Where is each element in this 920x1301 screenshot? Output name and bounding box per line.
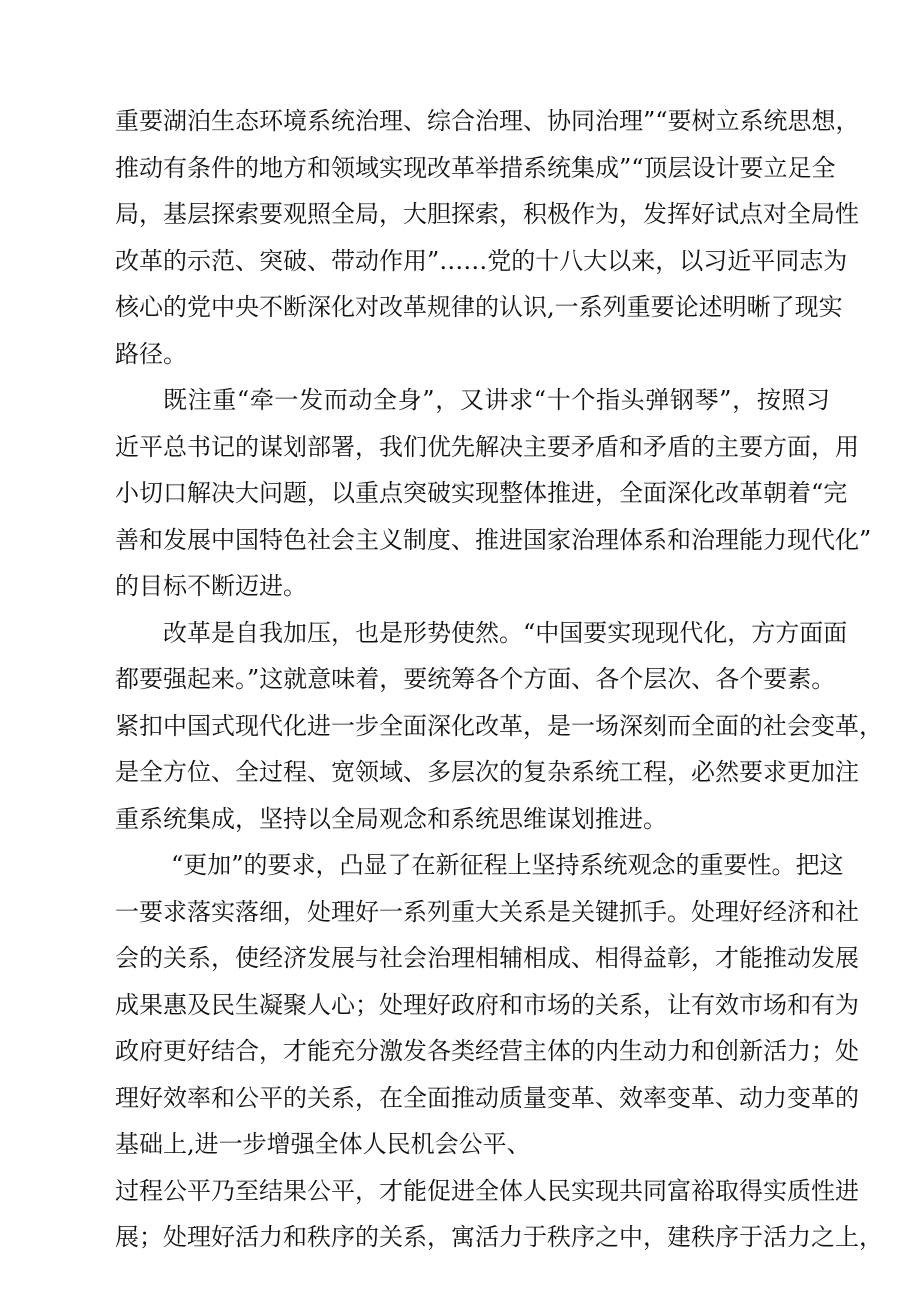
paragraph-line: 既注重“牵一发而动全身”，又讲求“十个指头弹钢琴”，按照习 [163,386,830,414]
paragraph-line: 改革的示范、突破、带动作用”……党的十八大以来，以习近平同志为 [115,246,848,275]
paragraph-line: 改革是自我加压，也是形势使然。“中国要实现现代化，方方面面 [163,618,848,647]
paragraph-line: “更加”的要求，凸显了在新征程上坚持系统观念的重要性。把这 [171,851,844,879]
paragraph-line: 重系统集成，坚持以全局观念和系统思维谋划推进。 [115,804,667,833]
paragraph-line: 重要湖泊生态环境系统治理、综合治理、协同治理”“要树立系统思想， [115,107,860,135]
paragraph-line: 紧扣中国式现代化进一步全面深化改革，是一场深刻而全面的社会变革， [115,711,883,740]
paragraph-line: 过程公平乃至结果公平，才能促进全体人民实现共同富裕取得实质性进 [115,1176,859,1205]
paragraph-line: 政府更好结合，才能充分激发各类经营主体的内生动力和创新活力；处 [115,1037,859,1065]
paragraph-line: 的目标不断迈进。 [115,572,307,600]
paragraph-line: 成果惠及民生凝聚人心；处理好政府和市场的关系，让有效市场和有为 [115,990,859,1019]
paragraph-line: 小切口解决大问题，以重点突破实现整体推进，全面深化改革朝着“完 [115,479,848,507]
paragraph-line: 基础上,进一步增强全体人民机会公平、 [115,1130,531,1158]
paragraph-line: 善和发展中国特色社会主义制度、推进国家治理体系和治理能力现代化” [115,525,872,554]
document-body [115,98,883,1261]
paragraph [115,377,872,610]
paragraph-line: 核心的党中央不断深化对改革规律的认识,一系列重要论述明晰了现实 [115,293,843,321]
paragraph-line: 近平总书记的谋划部署，我们优先解决主要矛盾和矛盾的主要方面，用 [115,432,859,461]
paragraph-line: 局，基层探索要观照全局，大胆探索，积极作为，发挥好试点对全局性 [115,200,859,228]
paragraph [115,610,883,843]
paragraph-line: 展；处理好活力和秩序的关系，寓活力于秩序之中，建秩序于活力之上， [115,1223,883,1251]
paragraph [115,842,859,1168]
paragraph [115,1168,883,1261]
paragraph-line: 推动有条件的地方和领域实现改革举措系统集成”“顶层设计要立足全 [115,153,836,182]
paragraph-line: 路径。 [115,339,187,368]
paragraph-line: 会的关系，使经济发展与社会治理相辅相成、相得益彰，才能推动发展 [115,944,859,972]
paragraph-line: 是全方位、全过程、宽领域、多层次的复杂系统工程，必然要求更加注 [115,758,859,786]
paragraph [115,98,860,377]
paragraph-line: 一要求落实落细，处理好一系列重大关系是关键抓手。处理好经济和社 [115,897,859,926]
paragraph-line: 理好效率和公平的关系，在全面推动质量变革、效率变革、动力变革的 [115,1083,859,1112]
paragraph-line: 都要强起来。”这就意味着，要统筹各个方面、各个层次、各个要素。 [115,665,836,693]
